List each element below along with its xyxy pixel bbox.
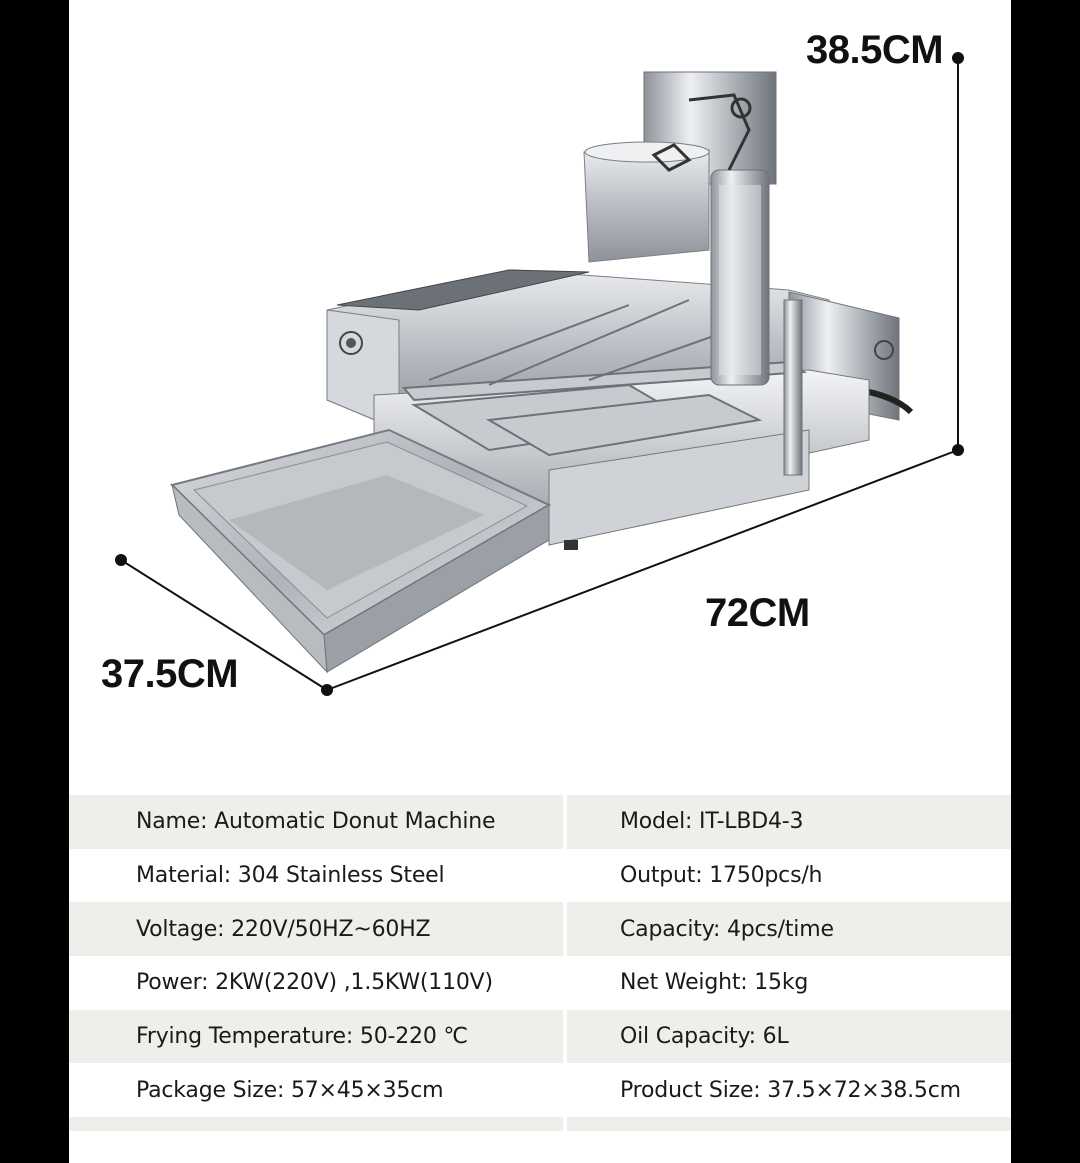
spec-voltage: Voltage: 220V/50HZ~60HZ <box>69 902 563 956</box>
spec-package-size: Package Size: 57×45×35cm <box>69 1063 563 1117</box>
width-dimension-label: 37.5CM <box>101 652 239 696</box>
spec-row <box>69 849 1011 903</box>
height-dimension-label: 38.5CM <box>806 28 944 72</box>
spec-frying-temperature: Frying Temperature: 50-220 ℃ <box>69 1010 563 1064</box>
spec-row <box>69 795 1011 849</box>
spec-name: Name: Automatic Donut Machine <box>69 795 563 849</box>
spec-material: Material: 304 Stainless Steel <box>69 849 563 903</box>
spec-net-weight: Net Weight: 15kg <box>567 956 1011 1010</box>
spec-row <box>69 1063 1011 1117</box>
spec-row <box>69 1010 1011 1064</box>
spec-row <box>69 902 1011 956</box>
spec-product-size: Product Size: 37.5×72×38.5cm <box>567 1063 1011 1117</box>
spec-output: Output: 1750pcs/h <box>567 849 1011 903</box>
spec-model: Model: IT-LBD4-3 <box>567 795 1011 849</box>
length-dimension-label: 72CM <box>705 591 810 635</box>
spec-table <box>69 795 1011 1117</box>
spec-capacity: Capacity: 4pcs/time <box>567 902 1011 956</box>
spec-power: Power: 2KW(220V) ,1.5KW(110V) <box>69 956 563 1010</box>
footer-shade-left <box>69 1117 563 1131</box>
spec-table-footer <box>69 1117 1011 1131</box>
footer-shade-right <box>567 1117 1011 1131</box>
product-image-area <box>69 0 1011 780</box>
spec-oil-capacity: Oil Capacity: 6L <box>567 1010 1011 1064</box>
product-panel <box>69 0 1011 1163</box>
spec-row <box>69 956 1011 1010</box>
